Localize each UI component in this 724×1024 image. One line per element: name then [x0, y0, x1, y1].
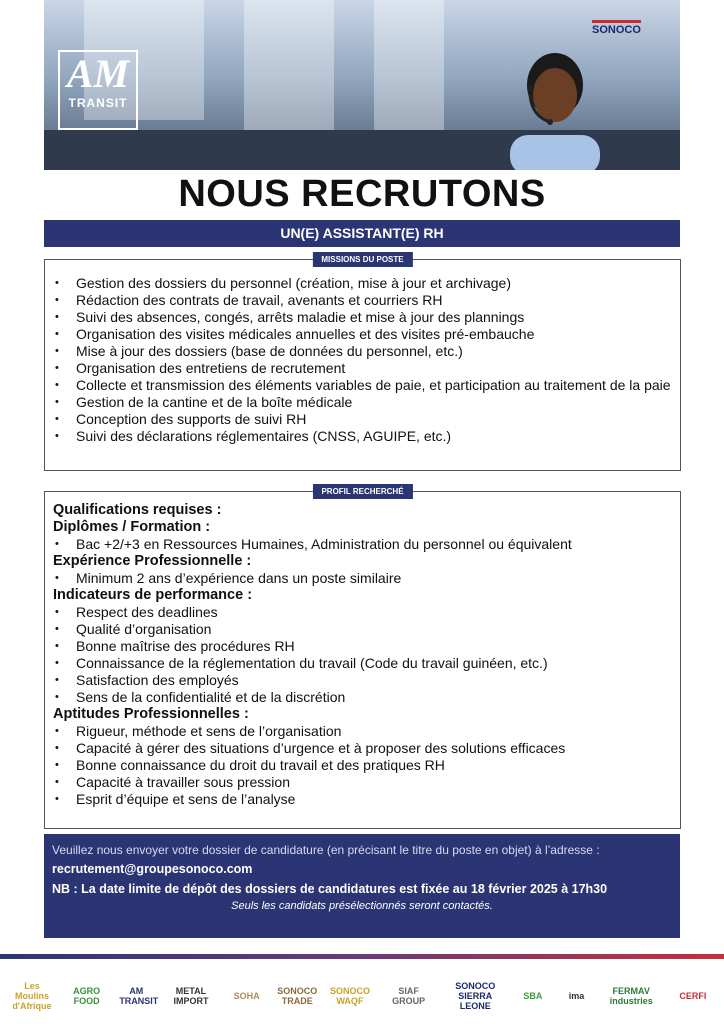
profil-tag: PROFIL RECHERCHÉ — [312, 484, 412, 499]
qualifications-heading: Qualifications requises : — [53, 502, 222, 518]
partner-logo: SONOCO SIERRA LEONE — [455, 981, 496, 1011]
profil-section — [44, 487, 681, 829]
mission-item: • Organisation des visites médicales annuelles et des visites pré-embauche — [45, 326, 673, 343]
diplome-item: • Bac +2/+3 en Ressources Humaines, Administration du personnel ou équivalent — [45, 536, 673, 553]
shortlist-note: Seuls les candidats présélectionnés seront contactés. — [231, 900, 493, 912]
application-email[interactable]: recrutement@groupesonoco.com — [52, 862, 253, 876]
experience-item: • Minimum 2 ans d’expérience dans un poste similaire — [45, 570, 673, 587]
indicateur-item: • Bonne maîtrise des procédures RH — [45, 638, 673, 655]
missions-list — [45, 275, 673, 445]
diplomes-heading: Diplômes / Formation : — [53, 519, 211, 535]
indicateur-item: • Connaissance de la réglementation du travail (Code du travail guinéen, etc.) — [45, 655, 673, 672]
aptitude-item: • Bonne connaissance du droit du travail et des pratiques RH — [45, 757, 673, 774]
diplomes-list — [45, 536, 673, 553]
experience-list — [45, 570, 673, 587]
aptitude-item: • Capacité à travailler sous pression — [45, 774, 673, 791]
partner-logos — [10, 978, 714, 1014]
call-agent-illustration — [500, 40, 610, 170]
aptitude-item: • Rigueur, méthode et sens de l’organisation — [45, 723, 673, 740]
mission-item: • Gestion des dossiers du personnel (création, mise à jour et archivage) — [45, 275, 673, 292]
partner-logo: SONOCO WAQF — [329, 986, 370, 1006]
partner-logo: SONOCO TRADE — [277, 986, 318, 1006]
indicateur-item: • Satisfaction des employés — [45, 672, 673, 689]
mission-item: • Mise à jour des dossiers (base de données du personnel, etc.) — [45, 343, 673, 360]
experience-heading: Expérience Professionnelle : — [53, 553, 252, 569]
partner-logo: AGRO FOOD — [73, 986, 101, 1006]
page-title: NOUS RECRUTONS — [178, 173, 546, 215]
mission-item: • Gestion de la cantine et de la boîte médicale — [45, 394, 673, 411]
indicateur-item: • Respect des deadlines — [45, 604, 673, 621]
mission-item: • Collecte et transmission des éléments variables de paie, et participation au traitement de la paie — [45, 377, 673, 394]
mission-item: • Suivi des absences, congés, arrêts maladie et mise à jour des plannings — [45, 309, 673, 326]
application-instruction: Veuillez nous envoyer votre dossier de candidature (en précisant le titre du poste en objet) à l’adresse : — [52, 843, 600, 857]
mission-item: • Organisation des entretiens de recrutement — [45, 360, 673, 377]
mission-item: • Conception des supports de suivi RH — [45, 411, 673, 428]
aptitudes-heading: Aptitudes Professionnelles : — [53, 706, 249, 722]
partner-logo: SBA — [523, 991, 543, 1001]
sonoco-logo: SONOCO — [592, 20, 641, 36]
deadline-note: NB : La date limite de dépôt des dossiers de candidatures est fixée au 18 février 2025 à 17h30 — [52, 882, 608, 896]
partner-logo: ima — [568, 991, 585, 1001]
aptitudes-list — [45, 723, 673, 808]
indicateur-item: • Qualité d’organisation — [45, 621, 673, 638]
partner-logo: SIAF GROUP — [392, 986, 426, 1006]
aptitude-item: • Capacité à gérer des situations d’urgence et à proposer des solutions efficaces — [45, 740, 673, 757]
partner-logo: FERMAV industries — [609, 986, 653, 1006]
mission-item: • Suivi des déclarations réglementaires (CNSS, AGUIPE, etc.) — [45, 428, 673, 445]
divider-stripe — [0, 954, 724, 959]
partner-logo: SOHA — [233, 991, 260, 1001]
am-transit-logo: AM TRANSIT — [58, 50, 138, 130]
missions-section — [44, 255, 681, 471]
partner-logo: AM TRANSIT — [119, 986, 159, 1006]
mission-item: • Rédaction des contrats de travail, avenants et courriers RH — [45, 292, 673, 309]
partner-logo: Les Moulins d'Afrique — [12, 981, 52, 1011]
missions-tag: MISSIONS DU POSTE — [312, 252, 412, 267]
application-footer — [44, 834, 680, 938]
job-title-banner: UN(E) ASSISTANT(E) RH — [44, 220, 680, 247]
aptitude-item: • Esprit d’équipe et sens de l’analyse — [45, 791, 673, 808]
partner-logo: CERFI — [679, 991, 707, 1001]
indicateurs-heading: Indicateurs de performance : — [53, 587, 253, 603]
hero-photo — [44, 0, 680, 170]
partner-logo: METAL IMPORT — [173, 986, 209, 1006]
indicateurs-list — [45, 604, 673, 706]
indicateur-item: • Sens de la confidentialité et de la discrétion — [45, 689, 673, 706]
